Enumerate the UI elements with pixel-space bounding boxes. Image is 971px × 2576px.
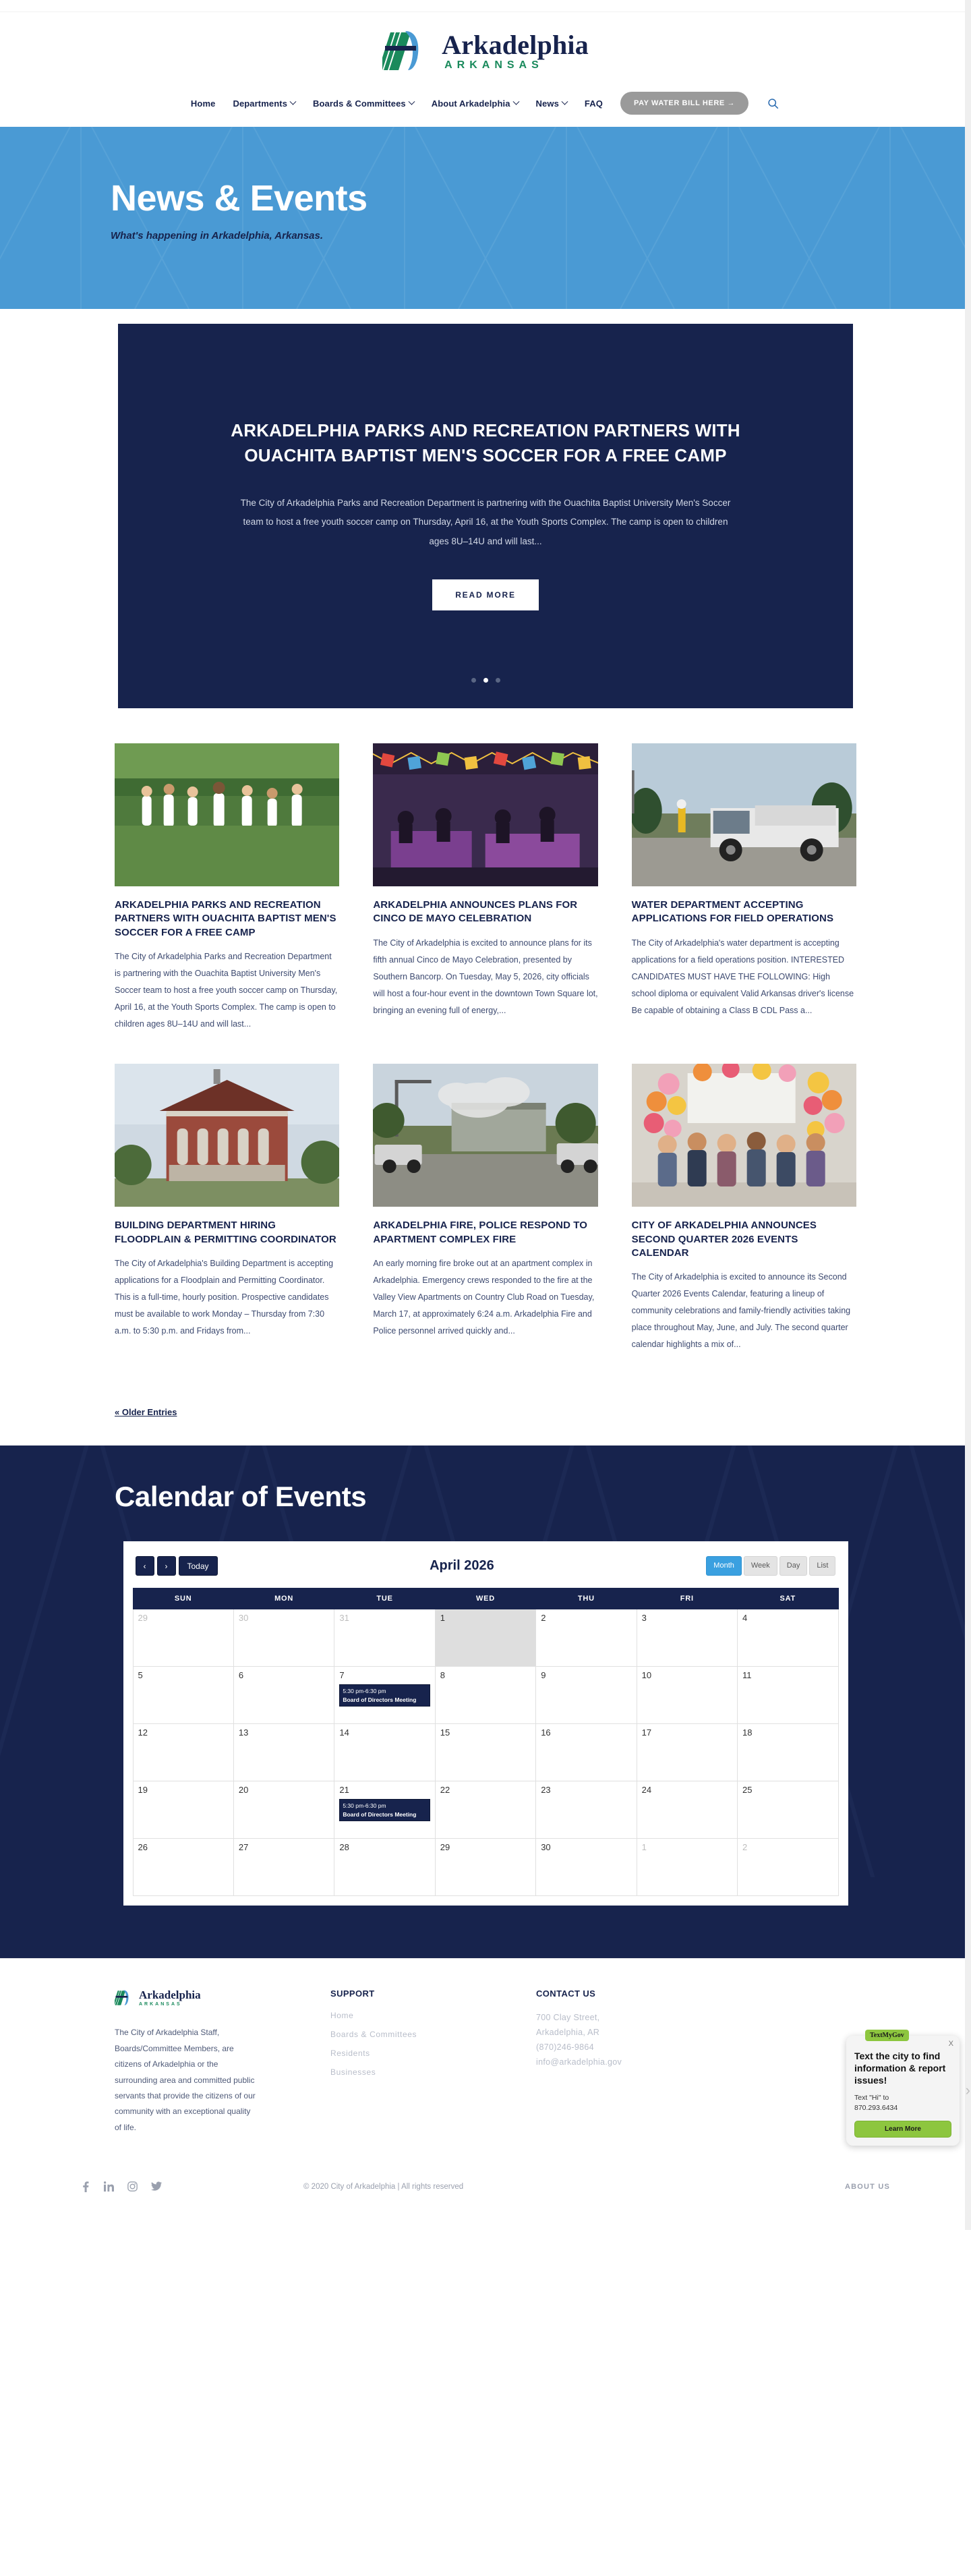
calendar-day-cell[interactable] [536, 1667, 637, 1724]
footer-spacer-column [742, 1988, 856, 2136]
calendar-day-cell[interactable] [334, 1609, 435, 1667]
calendar-view-switcher [706, 1556, 835, 1576]
arkadelphia-logo-mark [382, 27, 435, 76]
footer-about-text: The City of Arkadelphia Staff, Boards/Committee Members, are citizens of Arkadelphia or the surrounding area and committed public servants that provide the citizens of our community with an exceptional quality of life. [115, 2028, 256, 2132]
nav-item-boards-committees[interactable] [313, 98, 414, 109]
calendar-day-cell[interactable] [435, 1839, 535, 1896]
weekday-thu: THU [536, 1588, 637, 1609]
search-glass-icon [767, 98, 779, 109]
read-more-button[interactable]: READ MORE [432, 579, 539, 610]
site-header [0, 12, 971, 127]
footer-link-businesses[interactable]: Businesses [330, 2067, 376, 2078]
apartment-fire-scene-photo [373, 1064, 597, 1207]
weekday-wed: WED [435, 1588, 535, 1609]
calendar-day-number: 13 [238, 1727, 249, 1738]
view-week-button[interactable]: Week [744, 1556, 777, 1576]
calendar-day-cell[interactable] [536, 1781, 637, 1839]
calendar-day-number: 3 [641, 1613, 647, 1624]
news-card[interactable] [373, 1064, 597, 1353]
footer-contact-column [536, 1988, 722, 2136]
weekday-fri: FRI [637, 1588, 737, 1609]
calendar-day-cell[interactable] [233, 1609, 334, 1667]
top-strip [0, 0, 971, 12]
calendar-event-time: 5:30 pm-6:30 pm [343, 1802, 386, 1810]
footer-logo[interactable] [115, 1988, 310, 2007]
news-card[interactable] [373, 743, 597, 1033]
older-entries-link[interactable]: « Older Entries [115, 1407, 177, 1418]
calendar-day-number: 4 [742, 1613, 748, 1624]
calendar-day-cell[interactable] [738, 1667, 838, 1724]
chevron-right-icon[interactable]: › [157, 1556, 176, 1576]
featured-excerpt: The City of Arkadelphia Parks and Recreation Department is partnering with the Ouachita Baptist University Men's Soccer team to host a free youth soccer camp on Thursday, April 16, at the Youth Sports Complex. The camp is open to children ages 8U–14U and will last... [240, 497, 731, 546]
news-card-excerpt: The City of Arkadelphia is excited to announce its Second Quarter 2026 Events Calendar, featuring a lineup of community celebrations and family-friendly activities taking place throughout May, June, and July. The second quarter calendar highlights a mix of... [631, 1272, 851, 1350]
featured-slider-section [0, 309, 971, 708]
textmygov-instruction-line1: Text "Hi" to [854, 2093, 889, 2102]
calendar-week-row [133, 1724, 838, 1781]
nav-item-departments[interactable] [233, 98, 295, 109]
nav-label: Boards & Committees [313, 98, 406, 109]
footer-about-column [115, 1988, 310, 2136]
footer-brand-name: Arkadelphia [139, 1988, 201, 2002]
page-title: News & Events [111, 178, 367, 219]
pay-water-bill-button[interactable]: PAY WATER BILL HERE → [620, 92, 748, 115]
view-month-button[interactable]: Month [706, 1556, 742, 1576]
textmygov-badge: TextMyGov [865, 2030, 909, 2041]
calendar-day-cell[interactable] [536, 1724, 637, 1781]
chevron-down-icon [512, 98, 519, 105]
calendar-day-number: 22 [440, 1785, 450, 1796]
calendar-day-cell[interactable] [233, 1667, 334, 1724]
search-icon[interactable] [766, 98, 780, 109]
nav-item-faq[interactable] [585, 98, 603, 109]
site-footer [0, 1958, 971, 2230]
close-icon[interactable]: X [948, 2039, 953, 2048]
calendar-day-cell[interactable] [233, 1781, 334, 1839]
calendar-day-number: 25 [742, 1785, 753, 1796]
calendar-day-number: 31 [339, 1613, 349, 1624]
calendar-day-number: 6 [238, 1670, 244, 1681]
calendar-day-number: 2 [742, 1842, 748, 1853]
water-department-truck-photo [632, 743, 856, 886]
calendar-day-cell[interactable] [637, 1667, 737, 1724]
news-card-excerpt: The City of Arkadelphia's Building Department is accepting applications for a Floodplain and Permitting Coordinator. This is a full-time, hourly position. Prospective candidates must be available to work Monday – Thursday from 7:30 a.m. to 5:30 p.m. and Fridays from... [115, 1258, 334, 1336]
calendar-day-cell[interactable] [334, 1839, 435, 1896]
news-card[interactable] [632, 1064, 856, 1353]
today-button[interactable]: Today [179, 1556, 218, 1576]
calendar-day-cell[interactable] [637, 1781, 737, 1839]
calendar-day-number: 26 [138, 1842, 148, 1853]
calendar-event-time: 5:30 pm-6:30 pm [343, 1688, 386, 1695]
news-listing-section [0, 708, 971, 1446]
nav-label: Departments [233, 98, 288, 109]
twitter-icon[interactable] [151, 2181, 162, 2192]
calendar-day-number: 11 [742, 1670, 752, 1681]
calendar-toolbar [133, 1552, 839, 1588]
footer-phone[interactable]: (870)246-9864 [536, 2042, 594, 2053]
footer-support-heading: SUPPORT [330, 1988, 375, 1999]
page-scrollbar[interactable] [965, 0, 971, 2230]
footer-contact-heading: CONTACT US [536, 1988, 596, 1999]
calendar-day-number: 21 [339, 1785, 349, 1796]
calendar-day-cell[interactable] [536, 1609, 637, 1667]
calendar-heading: Calendar of Events [115, 1481, 367, 1513]
news-card-title: WATER DEPARTMENT ACCEPTING APPLICATIONS FOR FIELD OPERATIONS [631, 899, 834, 925]
news-card-title: ARKADELPHIA ANNOUNCES PLANS FOR CINCO DE MAYO CELEBRATION [373, 899, 578, 925]
calendar-week-row [133, 1609, 838, 1667]
calendar-day-cell[interactable] [233, 1839, 334, 1896]
news-card-thumbnail [632, 1064, 856, 1207]
facebook-glyph [81, 2181, 90, 2192]
calendar-day-cell[interactable] [334, 1781, 435, 1839]
social-links [81, 2181, 270, 2192]
nav-item-news[interactable] [536, 98, 567, 109]
news-grid [115, 743, 856, 1353]
arkadelphia-logo-mark [115, 1988, 135, 2007]
slider-dot-1[interactable] [471, 678, 476, 683]
calendar-body [133, 1609, 838, 1896]
view-list-button[interactable]: List [809, 1556, 835, 1576]
pagination [115, 1380, 856, 1419]
calendar-week-row [133, 1667, 838, 1724]
news-card-title: BUILDING DEPARTMENT HIRING FLOODPLAIN & PERMITTING COORDINATOR [115, 1220, 336, 1245]
calendar-day-number: 10 [641, 1670, 652, 1681]
nav-label: News [535, 98, 559, 109]
textmygov-widget [846, 2031, 970, 2146]
instagram-glyph [127, 2181, 138, 2192]
news-card-thumbnail [115, 743, 339, 886]
chevron-down-icon [290, 98, 297, 105]
news-card-title: ARKADELPHIA PARKS AND RECREATION PARTNERS WITH OUACHITA BAPTIST MEN'S SOCCER FOR A FREE CAMP [115, 899, 336, 938]
calendar-day-cell[interactable] [435, 1609, 535, 1667]
calendar-nav-group [136, 1556, 218, 1576]
news-card[interactable] [115, 1064, 339, 1353]
calendar-day-number: 29 [138, 1613, 148, 1624]
footer-email[interactable]: info@arkadelphia.gov [536, 2057, 622, 2067]
calendar-day-number: 8 [440, 1670, 445, 1681]
footer-bottom-bar [81, 2181, 890, 2230]
calendar-day-number: 30 [541, 1842, 551, 1853]
slider-dot-3[interactable] [496, 678, 500, 683]
calendar-widget [123, 1541, 848, 1906]
footer-link-boards-committees[interactable]: Boards & Committees [330, 2030, 417, 2040]
calendar-day-number: 1 [440, 1613, 445, 1624]
calendar-day-number: 7 [339, 1670, 345, 1681]
calendar-event[interactable] [339, 1684, 430, 1707]
news-card-thumbnail [373, 743, 597, 886]
nav-label: Home [190, 98, 216, 109]
chevron-left-icon[interactable]: ‹ [136, 1556, 154, 1576]
calendar-day-number: 9 [541, 1670, 546, 1681]
calendar-day-cell[interactable] [536, 1839, 637, 1896]
calendar-day-cell[interactable] [435, 1667, 535, 1724]
calendar-day-number: 16 [541, 1727, 551, 1738]
calendar-day-cell[interactable] [233, 1724, 334, 1781]
calendar-event[interactable] [339, 1799, 430, 1821]
calendar-day-number: 15 [440, 1727, 450, 1738]
weekday-sun: SUN [133, 1588, 233, 1609]
calendar-day-cell[interactable] [334, 1724, 435, 1781]
calendar-day-number: 1 [641, 1842, 647, 1853]
news-card-title: ARKADELPHIA FIRE, POLICE RESPOND TO APARTMENT COMPLEX FIRE [373, 1220, 588, 1245]
textmygov-title: Text the city to find information & report issues! [854, 2050, 946, 2086]
instagram-icon[interactable] [127, 2181, 138, 2192]
footer-link-home[interactable]: Home [330, 2011, 354, 2021]
chevron-right-icon[interactable]: › [965, 2082, 970, 2099]
calendar-event-title: Board of Directors Meeting [343, 1810, 417, 1818]
calendar-day-number: 28 [339, 1842, 349, 1853]
calendar-day-number: 24 [641, 1785, 652, 1796]
youth-soccer-team-photo [115, 743, 339, 886]
logo-brand-sub: ARKANSAS [444, 59, 543, 71]
footer-brand-sub: ARKANSAS [139, 2002, 182, 2007]
cinco-de-mayo-festival-photo [373, 743, 597, 886]
calendar-day-cell[interactable] [435, 1781, 535, 1839]
calendar-day-number: 23 [541, 1785, 551, 1796]
news-card-thumbnail [373, 1064, 597, 1207]
nav-item-about-arkadelphia[interactable] [432, 98, 519, 109]
weekday-tue: TUE [334, 1588, 435, 1609]
group-of-women-balloon-arch-photo [632, 1064, 856, 1207]
nav-label: FAQ [584, 98, 603, 109]
featured-title: ARKADELPHIA PARKS AND RECREATION PARTNERS WITH OUACHITA BAPTIST MEN'S SOCCER FOR A FREE CAMP [231, 420, 740, 465]
weekday-mon: MON [233, 1588, 334, 1609]
calendar-day-cell[interactable] [738, 1781, 838, 1839]
calendar-day-cell[interactable] [637, 1724, 737, 1781]
calendar-day-number: 19 [138, 1785, 148, 1796]
calendar-day-number: 5 [138, 1670, 143, 1681]
calendar-day-cell[interactable] [133, 1609, 233, 1667]
calendar-day-cell[interactable] [334, 1667, 435, 1724]
copyright-text: © 2020 City of Arkadelphia | All rights reserved [303, 2183, 464, 2192]
page-hero [0, 127, 971, 309]
view-day-button[interactable]: Day [779, 1556, 808, 1576]
calendar-day-cell[interactable] [738, 1724, 838, 1781]
chevron-down-icon [408, 98, 415, 105]
calendar-week-row [133, 1781, 838, 1839]
news-card-title: CITY OF ARKADELPHIA ANNOUNCES SECOND QUARTER 2026 EVENTS CALENDAR [631, 1220, 817, 1259]
calendar-day-number: 14 [339, 1727, 349, 1738]
linkedin-icon[interactable] [104, 2181, 114, 2192]
calendar-day-cell[interactable] [435, 1724, 535, 1781]
calendar-weekday-header [133, 1588, 838, 1609]
nav-label: About Arkadelphia [431, 98, 510, 109]
calendar-day-number: 27 [238, 1842, 249, 1853]
calendar-day-cell[interactable] [133, 1781, 233, 1839]
news-card-excerpt: The City of Arkadelphia's water department is accepting applications for a field operations position. INTERESTED CANDIDATES MUST HAVE THE FOLLOWING: High school diploma or equivalent Valid Arkansas driver's license Be capable of obtaining a Class B CDL Pass a... [631, 938, 854, 1015]
footer-about-us-link[interactable]: ABOUT US [844, 2183, 890, 2192]
site-logo[interactable] [382, 20, 589, 82]
calendar-section [0, 1446, 971, 1958]
city-hall-building-photo [115, 1064, 339, 1207]
chevron-down-icon [561, 98, 568, 105]
calendar-day-number: 29 [440, 1842, 450, 1853]
calendar-day-number: 12 [138, 1727, 148, 1738]
twitter-glyph [151, 2181, 162, 2191]
footer-address-street: 700 Clay Street, [536, 2013, 600, 2023]
facebook-icon[interactable] [81, 2181, 90, 2192]
footer-address-city: Arkadelphia, AR [536, 2028, 600, 2038]
calendar-day-number: 2 [541, 1613, 546, 1624]
news-card-excerpt: An early morning fire broke out at an apartment complex in Arkadelphia. Emergency crews responded to the fire at the Valley View Apartments on Country Club Road on Tuesday, March 17, at approximately 6:24 a.m. Arkadelphia Fire and Police personnel arrived quickly and... [373, 1258, 595, 1336]
news-card-excerpt: The City of Arkadelphia is excited to announce plans for its fifth annual Cinco de Mayo Celebration, presented by Southern Bancorp. On Tuesday, May 5, 2026, city officials will host a four-hour event in the downtown Town Square lot, bringing an evening full of energy,... [373, 938, 598, 1015]
calendar-day-number: 30 [238, 1613, 249, 1624]
news-card[interactable] [115, 743, 339, 1033]
calendar-day-cell[interactable] [133, 1667, 233, 1724]
news-card-thumbnail [115, 1064, 339, 1207]
featured-slide [118, 324, 853, 708]
slider-dots [118, 678, 853, 683]
calendar-day-cell[interactable] [637, 1839, 737, 1896]
calendar-event-title: Board of Directors Meeting [343, 1696, 417, 1703]
main-navigation [0, 82, 971, 127]
calendar-grid [133, 1588, 839, 1896]
calendar-day-number: 18 [742, 1727, 753, 1738]
calendar-day-cell[interactable] [133, 1724, 233, 1781]
slider-dot-2[interactable] [483, 678, 488, 683]
calendar-day-cell[interactable] [738, 1609, 838, 1667]
calendar-day-cell[interactable] [637, 1609, 737, 1667]
footer-link-residents[interactable]: Residents [330, 2049, 370, 2059]
calendar-day-cell[interactable] [133, 1839, 233, 1896]
textmygov-phone: 870.293.6434 [854, 2104, 898, 2113]
learn-more-button[interactable]: Learn More [854, 2121, 951, 2138]
calendar-day-number: 20 [238, 1785, 249, 1796]
news-card[interactable] [632, 743, 856, 1033]
nav-item-home[interactable] [191, 98, 216, 109]
news-card-thumbnail [632, 743, 856, 886]
news-card-excerpt: The City of Arkadelphia Parks and Recreation Department is partnering with the Ouachita Baptist University Men's Soccer team to host a free youth soccer camp on Thursday, April 16, at the Youth Sports Complex. The camp is open to children ages 8U–14U and will last... [115, 952, 338, 1029]
calendar-day-number: 17 [641, 1727, 652, 1738]
calendar-month-title: April 2026 [430, 1558, 494, 1574]
weekday-sat: SAT [738, 1588, 838, 1609]
calendar-week-row [133, 1839, 838, 1896]
page-subtitle: What's happening in Arkadelphia, Arkansas. [111, 229, 324, 241]
footer-support-column [330, 1988, 516, 2136]
calendar-day-cell[interactable] [738, 1839, 838, 1896]
linkedin-glyph [104, 2181, 114, 2192]
logo-brand-name: Arkadelphia [442, 30, 589, 60]
